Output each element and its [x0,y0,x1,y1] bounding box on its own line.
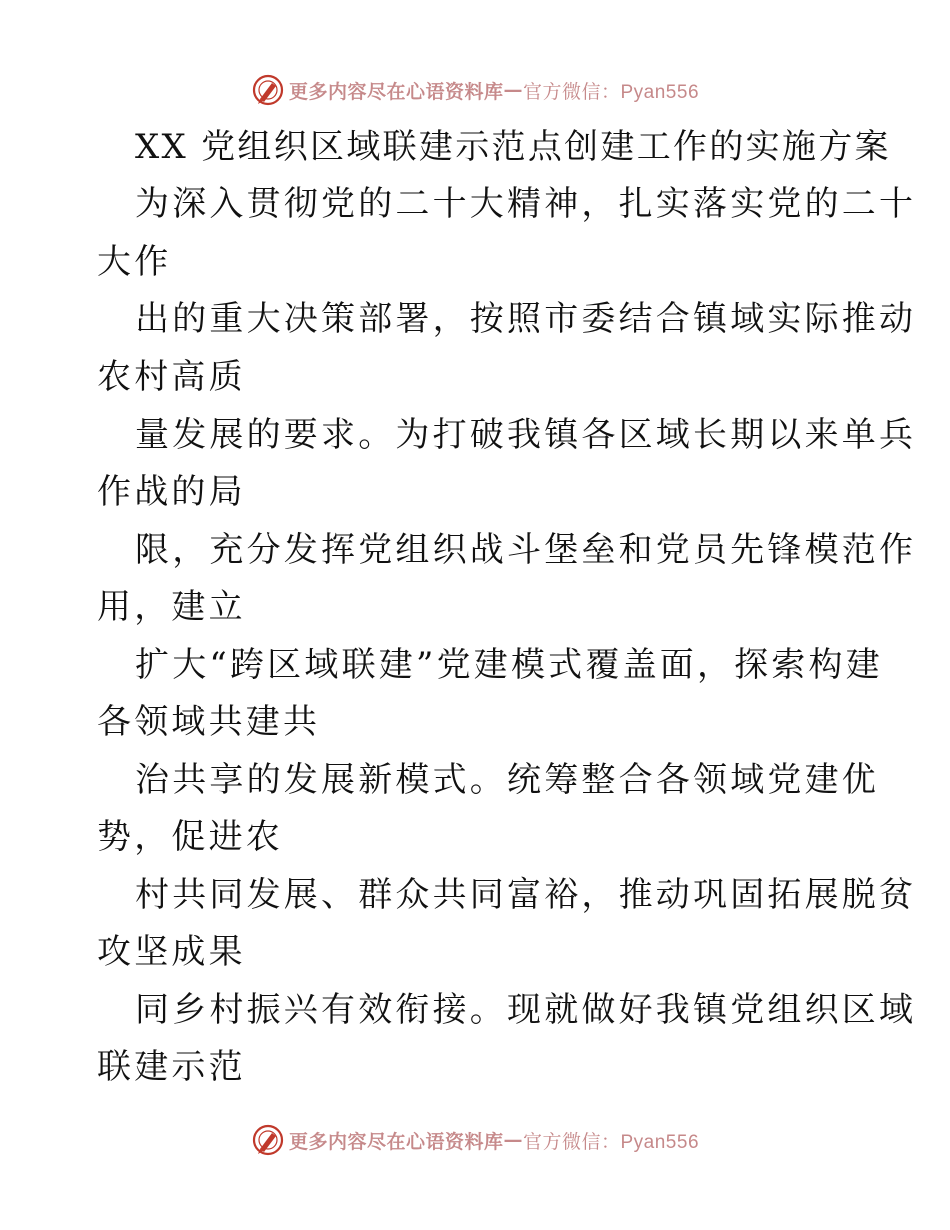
paragraph-line: 作战的局 [97,472,246,512]
paragraph-line: 攻坚成果 [97,932,246,972]
watermark-brand-text: 更多内容尽在心语资料库 [288,80,504,103]
paragraph-line: 同乡村振兴有效衔接。现就做好我镇党组织区域 [135,990,917,1030]
pen-circle-logo-icon [251,73,285,107]
paragraph-line: 为深入贯彻党的二十大精神，扎实落实党的二十 [135,184,917,224]
watermark-banner-top [0,70,950,110]
paragraph-line: 势，促进农 [97,817,283,857]
document-title: XX 党组织区域联建示范点创建工作的实施方案 [135,127,891,167]
watermark-wechat-text: 官方微信：Pyan556 [523,81,700,103]
paragraph-line: 量发展的要求。为打破我镇各区域长期以来单兵 [135,415,917,455]
paragraph-line: 村共同发展、群众共同富裕，推动巩固拓展脱贫 [135,875,917,915]
paragraph-line: 限，充分发挥党组织战斗堡垒和党员先锋模范作 [135,530,917,570]
paragraph-line: 治共享的发展新模式。统筹整合各领域党建优 [135,760,879,800]
paragraph-line: 各领域共建共 [97,702,321,742]
paragraph-line: 农村高质 [97,357,246,397]
paragraph-line: 扩大“跨区域联建”党建模式覆盖面，探索构建 [135,645,883,685]
paragraph-line: 联建示范 [97,1047,246,1087]
watermark-banner-bottom [0,1120,950,1160]
paragraph-line: 出的重大决策部署，按照市委结合镇域实际推动 [135,299,917,339]
watermark-wechat-text: 官方微信：Pyan556 [523,1131,700,1153]
watermark-separator: — [503,79,523,101]
paragraph-line: 大作 [97,242,172,282]
paragraph-line: 用，建立 [97,587,246,627]
watermark-brand-text: 更多内容尽在心语资料库 [288,1130,504,1153]
watermark-separator: — [503,1129,523,1151]
pen-circle-logo-icon [251,1123,285,1157]
